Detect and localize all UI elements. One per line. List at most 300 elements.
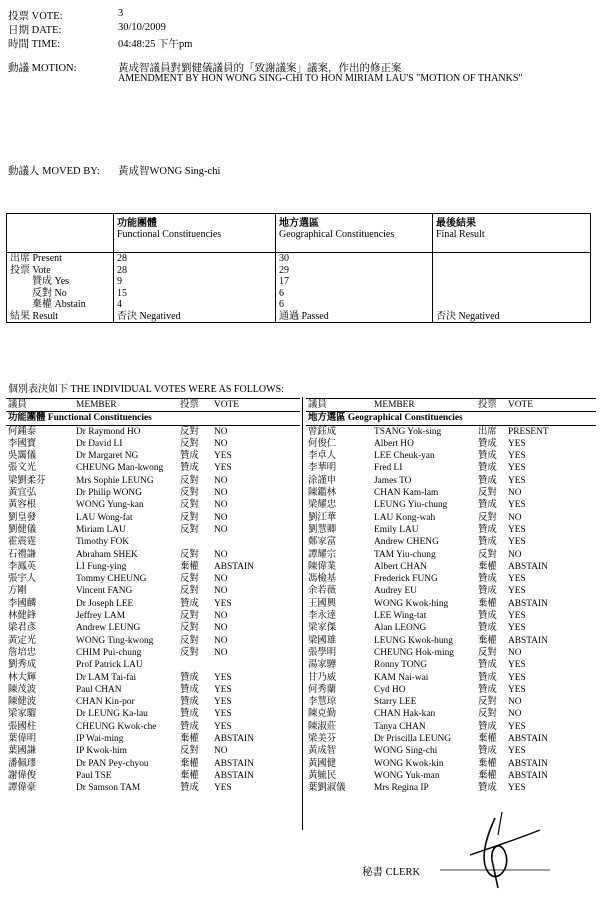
vote-en: ABSTAIN: [214, 734, 254, 745]
vote-zh: 棄權: [478, 770, 497, 781]
vote-zh: 反對: [478, 549, 497, 560]
individual-votes-title: 個別表決如下 THE INDIVIDUAL VOTES WERE AS FOLLOWS:: [8, 384, 284, 395]
vote-row: [6, 610, 300, 622]
vote-en: YES: [508, 524, 526, 535]
gc-votes-table: [306, 398, 596, 795]
member-name-zh: 葉劉淑儀: [308, 783, 346, 794]
vote-en: NO: [214, 475, 228, 486]
vote-en: NO: [214, 524, 228, 535]
vote-row: [306, 438, 596, 450]
member-name-en: Starry LEE: [374, 697, 417, 708]
member-name-zh: 黃定光: [8, 635, 37, 646]
vote-en: YES: [508, 611, 526, 622]
vote-row: [306, 536, 596, 548]
member-name-en: Albert CHAN: [374, 561, 427, 572]
vote-en: YES: [508, 586, 526, 597]
vote-row: [6, 524, 300, 536]
moved-by-label: 動議人 MOVED BY:: [8, 166, 100, 177]
fc-votes-body: [6, 425, 300, 794]
vote-zh: 贊成: [180, 598, 199, 609]
member-name-zh: 鄭家富: [308, 537, 337, 548]
member-name-zh: 葉偉明: [8, 734, 37, 745]
member-name-en: Dr Raymond HO: [76, 426, 141, 437]
vote-zh: 反對: [478, 488, 497, 499]
member-name-zh: 陳淑莊: [308, 721, 337, 732]
vote-zh: 棄權: [478, 598, 497, 609]
vote-en: YES: [508, 721, 526, 732]
vote-zh: 反對: [180, 475, 199, 486]
vote-en: NO: [214, 500, 228, 511]
summary-table: [6, 213, 591, 323]
vote-zh: 棄權: [478, 758, 497, 769]
motion-title-en: AMENDMENT BY HON WONG SING-CHI TO HON MIRIAM LAU'S "MOTION OF THANKS": [118, 73, 523, 84]
vote-row: [306, 425, 596, 438]
member-name-en: WONG Yuk-man: [374, 770, 440, 781]
gc-results: 30 29 17 6 6 通過 Passed: [276, 253, 433, 323]
vote-en: NO: [214, 426, 228, 437]
member-name-zh: 李永達: [308, 611, 337, 622]
vote-zh: 贊成: [478, 500, 497, 511]
vote-en: NO: [214, 438, 228, 449]
gc-group-heading: 地方選區 Geographical Constituencies: [306, 412, 596, 425]
vote-row: [6, 622, 300, 634]
member-name-en: CHEUNG Hok-ming: [374, 647, 454, 658]
member-name-zh: 潘佩璆: [8, 758, 37, 769]
vote-row: [6, 672, 300, 684]
member-name-en: Dr Priscilla LEUNG: [374, 734, 452, 745]
vote-zh: 贊成: [478, 660, 497, 671]
vote-en: NO: [214, 635, 228, 646]
date-label: 日期 DATE:: [8, 25, 62, 36]
member-name-en: KAM Nai-wai: [374, 672, 429, 683]
member-name-en: Timothy FOK: [76, 537, 130, 548]
member-name-zh: 霍震霆: [8, 537, 37, 548]
member-name-zh: 張學明: [308, 647, 337, 658]
vote-row: [306, 758, 596, 770]
vote-row: [306, 462, 596, 474]
member-name-zh: 湯家驊: [308, 660, 337, 671]
member-name-en: Prof Patrick LAU: [76, 660, 143, 671]
vote-row: [6, 573, 300, 585]
member-name-en: Mrs Regina IP: [374, 783, 429, 794]
member-name-zh: 李國麟: [8, 598, 37, 609]
vote-zh: 棄權: [180, 770, 199, 781]
vote-en: YES: [214, 463, 232, 474]
vote-row: [306, 524, 596, 536]
vote-row: [306, 573, 596, 585]
vote-en: NO: [508, 549, 522, 560]
member-name-zh: 陳克勤: [308, 709, 337, 720]
vote-row: [306, 745, 596, 757]
vote-en: NO: [508, 488, 522, 499]
vote-row: [306, 659, 596, 671]
vote-en: YES: [508, 783, 526, 794]
vote-zh: 贊成: [478, 746, 497, 757]
vote-zh: 棄權: [478, 561, 497, 572]
member-name-zh: 黃成智: [308, 746, 337, 757]
member-name-zh: 張國柱: [8, 721, 37, 732]
member-name-en: Dr Joseph LEE: [76, 598, 134, 609]
vote-zh: 反對: [180, 635, 199, 646]
vote-zh: 贊成: [180, 709, 199, 720]
summary-corner: [7, 214, 114, 253]
col-vote-en: VOTE: [506, 399, 596, 412]
vote-en: YES: [508, 500, 526, 511]
vote-zh: 贊成: [478, 438, 497, 449]
col-vote-zh: 投票: [178, 399, 212, 412]
vote-en: YES: [508, 438, 526, 449]
vote-en: NO: [214, 586, 228, 597]
vote-row: [6, 499, 300, 511]
vote-row: [6, 758, 300, 770]
member-name-zh: 譚偉豪: [8, 783, 37, 794]
vote-row: [6, 561, 300, 573]
motion-label: 動議 MOTION:: [8, 63, 77, 74]
vote-row: [6, 635, 300, 647]
vote-row: [6, 721, 300, 733]
moved-by-value: 黃成智WONG Sing-chi: [118, 166, 221, 177]
member-name-en: Jeffrey LAM: [76, 611, 126, 622]
member-name-zh: 余若薇: [308, 586, 337, 597]
vote-en: YES: [214, 598, 232, 609]
member-name-en: Dr PAN Pey-chyou: [76, 758, 149, 769]
gc-votes-body: [306, 425, 596, 794]
member-name-en: WONG Sing-chi: [374, 746, 438, 757]
vote-number: 3: [118, 8, 124, 19]
clerk-signature: [440, 800, 560, 895]
member-name-en: WONG Kwok-kin: [374, 758, 444, 769]
col-member-en: MEMBER: [74, 399, 178, 412]
member-name-zh: 梁美芬: [308, 734, 337, 745]
vote-en: NO: [508, 709, 522, 720]
member-name-zh: 張文光: [8, 463, 37, 474]
col-member-zh: 議員: [306, 399, 372, 412]
vote-row: [6, 598, 300, 610]
member-name-zh: 甘乃威: [308, 672, 337, 683]
member-name-zh: 陳健波: [8, 697, 37, 708]
vote-row: [306, 684, 596, 696]
member-name-zh: 李鳳英: [8, 561, 37, 572]
member-name-en: LAU Wong-fat: [76, 512, 133, 523]
vote-zh: 贊成: [180, 451, 199, 462]
member-name-zh: 馮檢基: [308, 574, 337, 585]
member-name-en: Miriam LAU: [76, 524, 126, 535]
final-result: 否決 Negatived: [433, 253, 591, 323]
fc-votes-table: [6, 398, 300, 795]
member-name-zh: 劉健儀: [8, 524, 37, 535]
member-name-zh: 方剛: [8, 586, 27, 597]
member-name-zh: 林大輝: [8, 672, 37, 683]
member-name-en: Dr Philip WONG: [76, 488, 142, 499]
member-name-en: Albert HO: [374, 438, 414, 449]
member-name-en: IP Wai-ming: [76, 734, 124, 745]
vote-row: [306, 721, 596, 733]
clerk-label: 秘書 CLERK: [362, 867, 421, 878]
vote-zh: 贊成: [478, 623, 497, 634]
vote-en: YES: [508, 451, 526, 462]
vote-row: [6, 512, 300, 524]
vote-zh: 反對: [180, 438, 199, 449]
member-name-zh: 李華明: [308, 463, 337, 474]
member-name-en: James TO: [374, 475, 412, 486]
member-name-en: Alan LEONG: [374, 623, 427, 634]
time-value: 04:48:25 下午pm: [118, 39, 193, 50]
fc-header: 功能團體 Functional Constituencies: [114, 214, 276, 253]
vote-zh: 贊成: [478, 537, 497, 548]
vote-zh: 贊成: [478, 672, 497, 683]
vote-row: [306, 770, 596, 782]
member-name-en: IP Kwok-him: [76, 746, 127, 757]
vote-row: [306, 733, 596, 745]
vote-zh: 反對: [180, 611, 199, 622]
vote-row: [6, 487, 300, 499]
vote-zh: 反對: [478, 512, 497, 523]
vote-row: [6, 708, 300, 720]
member-name-en: Paul TSE: [76, 770, 112, 781]
vote-zh: 棄權: [180, 561, 199, 572]
member-name-en: Dr Margaret NG: [76, 451, 139, 462]
vote-en: YES: [214, 709, 232, 720]
vote-zh: 棄權: [180, 758, 199, 769]
vote-row: [306, 708, 596, 720]
vote-row: [306, 512, 596, 524]
member-name-en: WONG Kwok-hing: [374, 598, 449, 609]
member-name-en: CHEUNG Kwok-che: [76, 721, 157, 732]
member-name-zh: 陳鑑林: [308, 488, 337, 499]
member-name-zh: 詹培忠: [8, 647, 37, 658]
vote-zh: 贊成: [180, 783, 199, 794]
member-name-en: LAU Kong-wah: [374, 512, 436, 523]
vote-row: [6, 475, 300, 487]
member-name-en: CHAN Kam-lam: [374, 488, 439, 499]
vote-zh: 贊成: [478, 475, 497, 486]
col-vote-en: VOTE: [212, 399, 300, 412]
fc-results: 28 28 9 15 4 否決 Negatived: [114, 253, 276, 323]
member-name-zh: 陳茂波: [8, 684, 37, 695]
vote-zh: 贊成: [478, 463, 497, 474]
vote-en: [212, 659, 300, 671]
member-name-en: CHAN Hak-kan: [374, 709, 436, 720]
vote-zh: 棄權: [478, 734, 497, 745]
vote-zh: 棄權: [478, 635, 497, 646]
member-name-en: Paul CHAN: [76, 684, 122, 695]
member-name-zh: 黃毓民: [308, 770, 337, 781]
member-name-zh: 王國興: [308, 598, 337, 609]
col-member-en: MEMBER: [372, 399, 476, 412]
vote-en: YES: [508, 463, 526, 474]
member-name-en: Dr LEUNG Ka-lau: [76, 709, 148, 720]
vote-zh: 反對: [180, 549, 199, 560]
member-name-en: Dr LAM Tai-fai: [76, 672, 137, 683]
vote-en: ABSTAIN: [508, 598, 548, 609]
member-name-en: Dr David LI: [76, 438, 123, 449]
vote-zh: 贊成: [180, 672, 199, 683]
member-name-zh: 劉江華: [308, 512, 337, 523]
vote-zh: 反對: [180, 524, 199, 535]
vote-zh: 贊成: [478, 451, 497, 462]
member-name-zh: 梁家傑: [308, 623, 337, 634]
vote-en: ABSTAIN: [508, 734, 548, 745]
vote-row: [6, 659, 300, 671]
member-name-zh: 李慧琼: [308, 697, 337, 708]
member-name-en: CHIM Pui-chung: [76, 647, 142, 658]
vote-en: YES: [508, 623, 526, 634]
vote-en: YES: [508, 672, 526, 683]
member-name-en: Frederick FUNG: [374, 574, 438, 585]
vote-zh: 反對: [478, 709, 497, 720]
vote-zh: 贊成: [478, 684, 497, 695]
vote-zh: [178, 536, 212, 548]
vote-zh: 贊成: [478, 611, 497, 622]
vote-zh: 贊成: [478, 721, 497, 732]
member-name-en: LEE Wing-tat: [374, 611, 427, 622]
member-name-en: Vincent FANG: [76, 586, 133, 597]
vote-row: [306, 672, 596, 684]
vote-row: [6, 696, 300, 708]
vote-en: YES: [508, 574, 526, 585]
member-name-zh: 劉秀成: [8, 660, 37, 671]
vote-number-label: 投票 VOTE:: [8, 11, 63, 22]
member-name-zh: 黃宜弘: [8, 488, 37, 499]
member-name-en: LI Fung-ying: [76, 561, 127, 572]
vote-zh: 反對: [180, 512, 199, 523]
member-name-en: WONG Yung-kan: [76, 500, 144, 511]
vote-zh: 反對: [180, 574, 199, 585]
member-name-zh: 何鍾泰: [8, 426, 37, 437]
vote-en: YES: [214, 721, 232, 732]
member-name-zh: 涂謹申: [308, 475, 337, 486]
vote-en: ABSTAIN: [508, 561, 548, 572]
vote-zh: 贊成: [180, 697, 199, 708]
vote-row: [6, 536, 300, 548]
vote-zh: 贊成: [180, 721, 199, 732]
vote-zh: 贊成: [478, 524, 497, 535]
vote-en: ABSTAIN: [214, 770, 254, 781]
col-member-zh: 議員: [6, 399, 74, 412]
vote-row: [306, 475, 596, 487]
member-name-zh: 李卓人: [308, 451, 337, 462]
vote-en: YES: [508, 684, 526, 695]
member-name-en: TAM Yiu-chung: [374, 549, 436, 560]
vote-zh: [178, 659, 212, 671]
vote-en: YES: [214, 783, 232, 794]
col-vote-zh: 投票: [476, 399, 506, 412]
vote-en: YES: [214, 684, 232, 695]
member-name-en: Tommy CHEUNG: [76, 574, 147, 585]
member-name-zh: 梁君彥: [8, 623, 37, 634]
vote-zh: 贊成: [478, 574, 497, 585]
vote-en: NO: [214, 574, 228, 585]
member-name-en: Cyd HO: [374, 684, 406, 695]
vote-en: NO: [508, 512, 522, 523]
member-name-zh: 黃國健: [308, 758, 337, 769]
member-name-en: Andrew LEUNG: [76, 623, 141, 634]
member-name-en: WONG Ting-kwong: [76, 635, 154, 646]
member-name-en: Fred LI: [374, 463, 403, 474]
vote-row: [6, 438, 300, 450]
vote-en: YES: [508, 746, 526, 757]
vote-en: ABSTAIN: [214, 561, 254, 572]
vote-row: [306, 622, 596, 634]
vote-row: [306, 696, 596, 708]
vote-en: ABSTAIN: [214, 758, 254, 769]
member-name-en: Ronny TONG: [374, 660, 428, 671]
vote-en: NO: [214, 623, 228, 634]
gc-header: 地方選區 Geographical Constituencies: [276, 214, 433, 253]
member-name-zh: 吳靄儀: [8, 451, 37, 462]
vote-row: [306, 561, 596, 573]
member-name-zh: 曾鈺成: [308, 426, 337, 437]
vote-zh: 贊成: [180, 463, 199, 474]
vote-row: [6, 549, 300, 561]
vote-zh: 反對: [180, 586, 199, 597]
vote-en: NO: [214, 512, 228, 523]
member-name-zh: 石禮謙: [8, 549, 37, 560]
vote-zh: 出席: [478, 426, 497, 437]
column-divider: [302, 397, 303, 830]
vote-en: NO: [508, 647, 522, 658]
vote-row: [306, 487, 596, 499]
date-value: 30/10/2009: [118, 22, 166, 33]
vote-row: [306, 635, 596, 647]
vote-zh: 反對: [478, 647, 497, 658]
vote-zh: 反對: [180, 500, 199, 511]
vote-en: NO: [214, 611, 228, 622]
member-name-zh: 梁劉柔芬: [8, 475, 46, 486]
member-name-zh: 梁家騮: [8, 709, 37, 720]
vote-row: [306, 499, 596, 511]
member-name-zh: 何俊仁: [308, 438, 337, 449]
vote-en: YES: [214, 451, 232, 462]
vote-row: [306, 610, 596, 622]
vote-row: [6, 733, 300, 745]
member-name-en: Audrey EU: [374, 586, 417, 597]
member-name-zh: 梁國雄: [308, 635, 337, 646]
vote-zh: 贊成: [478, 783, 497, 794]
member-name-en: CHAN Kin-por: [76, 697, 135, 708]
final-header: 最後結果 Final Result: [433, 214, 591, 253]
member-name-zh: 謝偉俊: [8, 770, 37, 781]
vote-zh: 反對: [478, 697, 497, 708]
member-name-zh: 劉慧卿: [308, 524, 337, 535]
vote-row: [306, 549, 596, 561]
member-name-zh: 劉皇發: [8, 512, 37, 523]
vote-row: [306, 585, 596, 597]
member-name-zh: 譚耀宗: [308, 549, 337, 560]
member-name-zh: 林健鋒: [8, 611, 37, 622]
vote-en: NO: [214, 549, 228, 560]
vote-zh: 反對: [180, 647, 199, 658]
vote-en: YES: [214, 672, 232, 683]
vote-en: NO: [214, 647, 228, 658]
vote-zh: 反對: [180, 426, 199, 437]
vote-en: YES: [508, 537, 526, 548]
vote-row: [6, 782, 300, 794]
motion-title-zh: 黃成智議員對劉健儀議員的「致謝議案」議案，作出的修正案: [118, 63, 402, 74]
vote-en: YES: [214, 697, 232, 708]
vote-zh: 反對: [180, 623, 199, 634]
vote-en: ABSTAIN: [508, 758, 548, 769]
member-name-en: TSANG Yok-sing: [374, 426, 442, 437]
member-name-zh: 何秀蘭: [308, 684, 337, 695]
member-name-en: Dr Samson TAM: [76, 783, 141, 794]
member-name-zh: 張宇人: [8, 574, 37, 585]
member-name-en: LEUNG Kwok-hung: [374, 635, 453, 646]
vote-row: [6, 770, 300, 782]
vote-zh: 贊成: [180, 684, 199, 695]
summary-row-labels: 出席 Present 投票 Vote 贊成 Yes 反對 No 棄權 Abstain 結果 Result: [7, 253, 114, 323]
vote-zh: 反對: [180, 746, 199, 757]
